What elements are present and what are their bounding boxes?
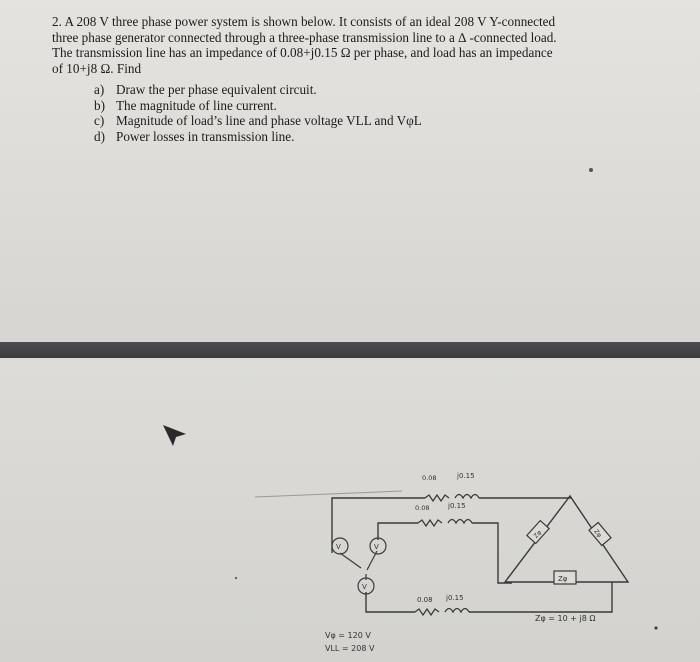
problem-line-1: 2. A 208 V three phase power system is shown below. It consists of an ideal 208 V Y-connected bbox=[52, 14, 556, 29]
phase-voltage-annotation: Vφ = 120 V bbox=[325, 631, 371, 640]
x-label-3: j0.15 bbox=[446, 594, 464, 602]
resistor-3 bbox=[415, 609, 439, 615]
wire-mid bbox=[378, 523, 418, 540]
x-label-1: j0.15 bbox=[457, 472, 475, 480]
inductor-1 bbox=[455, 495, 479, 499]
r-label-2: 0.08 bbox=[415, 504, 430, 512]
gen-label-2: V bbox=[374, 543, 379, 551]
stray-dot bbox=[654, 626, 657, 629]
gen-label-3: V bbox=[362, 583, 367, 591]
inductor-2 bbox=[448, 520, 472, 524]
zload-value-annotation: Zφ = 10 + j8 Ω bbox=[535, 614, 596, 623]
wye-branch-1 bbox=[340, 553, 361, 568]
wire-mid-right bbox=[472, 523, 512, 583]
wire-bottom-right bbox=[469, 582, 612, 612]
zload-label-right: Zφ bbox=[592, 528, 603, 539]
resistor-2 bbox=[418, 520, 442, 526]
line-voltage-annotation: VLL = 208 V bbox=[325, 644, 375, 653]
resistor-1 bbox=[425, 495, 449, 501]
sub-question-b: b) The magnitude of line current. bbox=[94, 97, 277, 113]
wire-top-right bbox=[479, 496, 570, 498]
problem-line-2: three phase generator connected through a three-phase transmission line to a ∆ -connected load. bbox=[52, 29, 557, 45]
sub-question-a: a) Draw the per phase equivalent circuit. bbox=[94, 82, 317, 98]
inductor-3 bbox=[445, 609, 469, 613]
faint-pencil-line bbox=[255, 491, 402, 497]
problem-line-3: The transmission line has an impedance of 0.08+j0.15 Ω per phase, and load has an impedance bbox=[52, 45, 553, 61]
zload-label-bottom: Zφ bbox=[558, 575, 568, 583]
zload-label-left: Zφ bbox=[532, 529, 544, 540]
r-label-1: 0.08 bbox=[422, 474, 437, 482]
x-label-2: j0.15 bbox=[448, 502, 466, 510]
problem-line-4: of 10+j8 Ω. Find bbox=[52, 60, 142, 76]
sub-question-c: c) Magnitude of load’s line and phase voltage VLL and VφL bbox=[94, 113, 422, 129]
sub-question-d: d) Power losses in transmission line. bbox=[94, 128, 295, 144]
r-label-3: 0.08 bbox=[417, 596, 433, 604]
wire-bottom bbox=[366, 592, 415, 612]
gen-label-1: V bbox=[336, 543, 341, 551]
pointer-arrow-icon bbox=[163, 425, 186, 446]
stray-dot bbox=[235, 577, 237, 579]
